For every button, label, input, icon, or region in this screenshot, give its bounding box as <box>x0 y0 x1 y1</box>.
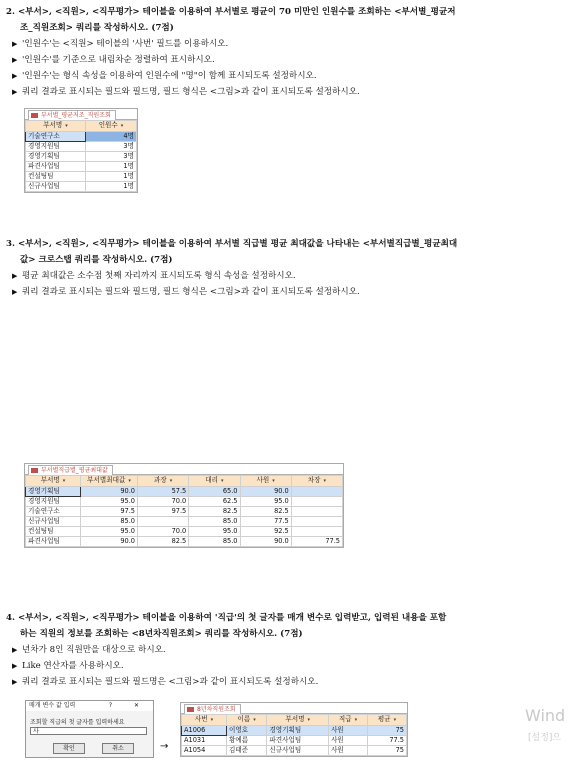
table-cell[interactable] <box>291 527 342 537</box>
header-row <box>26 121 137 132</box>
header-label: 부서명 <box>285 715 305 723</box>
table-cell[interactable]: 신규사업팀 <box>26 517 81 527</box>
cancel-button[interactable]: 취소 <box>102 743 134 754</box>
table-cell[interactable]: 85.0 <box>189 537 240 547</box>
column-header[interactable] <box>227 715 267 726</box>
dropdown-icon[interactable]: ▾ <box>272 478 275 484</box>
table-cell[interactable]: 파견사업팀 <box>267 736 329 746</box>
question-3-bullet-1: ▶ 평균 최대값은 소수점 첫째 자리까지 표시되도록 형식 속성을 설정하시오. <box>6 268 566 284</box>
dropdown-icon[interactable]: ▾ <box>253 717 256 723</box>
table-cell[interactable]: 파견사업팀 <box>26 162 86 172</box>
question-4-bullet-2: ▶ Like 연산자를 사용하시오. <box>6 658 566 674</box>
table-cell[interactable]: 1명 <box>86 162 137 172</box>
dropdown-icon[interactable]: ▾ <box>307 717 311 723</box>
table-cell[interactable]: 90.0 <box>81 487 138 497</box>
dialog-controls[interactable]: ? ✕ <box>108 702 149 709</box>
table-row[interactable] <box>26 132 137 142</box>
dropdown-icon[interactable]: ▾ <box>393 717 397 723</box>
q2-tab-bar <box>25 109 137 120</box>
header-label: 직급 <box>338 715 352 723</box>
table-cell[interactable]: 1명 <box>86 182 137 192</box>
table-cell[interactable]: 기술연구소 <box>26 132 86 142</box>
dialog-title: 매개 변수 값 입력 <box>29 702 76 709</box>
q2-table <box>25 120 137 192</box>
column-header[interactable] <box>138 476 189 487</box>
header-label: 부서명 <box>43 121 63 129</box>
table-cell[interactable]: 황예름 <box>227 736 267 746</box>
column-header[interactable] <box>81 476 138 487</box>
table-cell[interactable]: 4명 <box>86 132 137 142</box>
arrow-icon: → <box>160 741 169 752</box>
table-row[interactable] <box>26 162 137 172</box>
question-4-heading-line1: 4. <부서>, <직원>, <직무평가> 테이블을 이용하여 '직급'의 첫 글자를 매개 변수로 입력받고, 입력된 내용을 포함 <box>6 613 447 623</box>
dropdown-icon[interactable]: ▾ <box>62 478 66 484</box>
dialog-prompt: 조회할 직급의 첫 글자를 입력하세요 <box>30 719 125 726</box>
table-cell[interactable]: 신규사업팀 <box>267 746 329 756</box>
question-4-bullet-3: ▶ 쿼리 결과로 표시되는 필드와 필드명은 <그림>과 같이 표시되도록 설정하시오. <box>6 674 566 690</box>
table-row[interactable] <box>182 736 407 746</box>
q2-query-tab[interactable] <box>28 110 116 120</box>
q4-tab-bar <box>181 703 407 714</box>
ok-button[interactable]: 확인 <box>53 743 85 754</box>
header-label: 과장 <box>153 476 167 484</box>
question-2 <box>6 4 566 100</box>
table-cell[interactable]: 70.0 <box>138 497 189 507</box>
header-label: 이름 <box>237 715 251 723</box>
q4-tab-label: 8년차직원조회 <box>197 706 236 713</box>
table-cell[interactable]: 75 <box>368 746 407 756</box>
table-cell[interactable]: 77.5 <box>368 736 407 746</box>
table-cell[interactable]: A1054 <box>182 746 227 756</box>
column-header[interactable] <box>182 715 227 726</box>
table-cell[interactable]: 김태준 <box>227 746 267 756</box>
table-cell[interactable]: 92.5 <box>240 527 291 537</box>
table-cell[interactable]: 경영기획팀 <box>26 152 86 162</box>
table-cell[interactable]: 3명 <box>86 142 137 152</box>
header-label: 사원 <box>256 476 270 484</box>
dropdown-icon[interactable]: ▾ <box>120 123 124 129</box>
question-2-bullet-2: ▶ '인원수'를 기준으로 내림차순 정렬하여 표시하시오. <box>6 52 566 68</box>
column-header[interactable] <box>240 476 291 487</box>
windows-watermark-line1: Wind <box>525 706 566 725</box>
table-cell[interactable]: 컨설팅팀 <box>26 172 86 182</box>
table-cell[interactable]: 95.0 <box>81 497 138 507</box>
column-header[interactable] <box>291 476 342 487</box>
question-3-bullet-2: ▶ 쿼리 결과로 표시되는 필드와 필드명, 필드 형식은 <그림>과 같이 표시되도록 설정하시오. <box>6 284 566 300</box>
dropdown-icon[interactable]: ▾ <box>323 478 326 484</box>
table-cell[interactable]: 65.0 <box>189 487 240 497</box>
table-cell[interactable]: 95.0 <box>189 527 240 537</box>
header-label: 부서별최대값 <box>87 476 126 484</box>
q4-query-tab[interactable] <box>184 704 241 714</box>
q3-query-tab[interactable] <box>28 465 113 475</box>
query-icon <box>31 468 38 473</box>
column-header[interactable] <box>26 476 81 487</box>
table-cell[interactable] <box>291 497 342 507</box>
table-cell[interactable]: 경영지원팀 <box>26 497 81 507</box>
column-header[interactable] <box>86 121 137 132</box>
table-cell[interactable]: 기술연구소 <box>26 507 81 517</box>
table-cell[interactable]: 77.5 <box>291 537 342 547</box>
table-row[interactable] <box>26 527 343 537</box>
table-cell[interactable]: 75 <box>368 726 407 736</box>
query-icon <box>187 707 194 712</box>
table-cell[interactable]: 파견사업팀 <box>26 537 81 547</box>
table-cell[interactable]: 사원 <box>329 746 368 756</box>
table-cell[interactable]: 90.0 <box>81 537 138 547</box>
table-cell[interactable]: 97.5 <box>81 507 138 517</box>
table-cell[interactable]: 82.5 <box>189 507 240 517</box>
header-label: 차장 <box>307 476 321 484</box>
table-cell[interactable] <box>291 487 342 497</box>
dropdown-icon[interactable]: ▾ <box>65 123 68 129</box>
header-label: 부서명 <box>40 476 60 484</box>
table-row[interactable] <box>26 142 137 152</box>
question-4-heading-line2: 하는 직원의 정보를 조회하는 <8년차직원조회> 쿼리를 작성하시오. (7점) <box>20 629 303 639</box>
table-cell[interactable]: 사원 <box>329 726 368 736</box>
header-label: 사번 <box>194 715 208 723</box>
table-cell[interactable]: 97.5 <box>138 507 189 517</box>
table-cell[interactable]: 이영호 <box>227 726 267 736</box>
question-3 <box>6 236 566 300</box>
table-cell[interactable]: 70.0 <box>138 527 189 537</box>
table-cell[interactable]: 신규사업팀 <box>26 182 86 192</box>
query-icon <box>31 113 38 118</box>
table-cell[interactable]: 85.0 <box>81 517 138 527</box>
dropdown-icon[interactable]: ▾ <box>210 717 214 723</box>
table-cell[interactable]: A1006 <box>182 726 227 736</box>
column-header[interactable] <box>368 715 407 726</box>
q3-tab-bar <box>25 464 343 475</box>
table-row[interactable] <box>182 726 407 736</box>
table-cell[interactable]: 경영기획팀 <box>26 487 81 497</box>
question-2-bullet-1: ▶ '인원수'는 <직원> 테이블의 '사번' 필드를 이용하시오. <box>6 36 566 52</box>
column-header[interactable] <box>26 121 86 132</box>
dropdown-icon[interactable]: ▾ <box>169 478 173 484</box>
question-3-heading-line1: 3. <부서>, <직원>, <직무평가> 테이블을 이용하여 부서별 직급별 평균 최대값을 나타내는 <부서별직급별_평균최대 <box>6 239 458 249</box>
table-cell[interactable]: 82.5 <box>138 537 189 547</box>
q3-tab-label: 부서별직급별_평균최대값 <box>41 467 108 474</box>
dropdown-icon[interactable]: ▾ <box>220 478 224 484</box>
question-2-bullet-3: ▶ '인원수'는 형식 속성을 이용하여 인원수에 "명"이 함께 표시되도록 설정하시오. <box>6 68 566 84</box>
column-header[interactable] <box>267 715 329 726</box>
header-label: 대리 <box>205 476 218 484</box>
windows-watermark-line2: [설정]으 <box>528 733 562 743</box>
q3-datasheet <box>24 463 344 548</box>
table-row[interactable] <box>26 507 343 517</box>
parameter-dialog <box>25 700 154 758</box>
table-row[interactable] <box>26 172 137 182</box>
question-2-heading-line1: 2. <부서>, <직원>, <직무평가> 테이블을 이용하여 부서별로 평균이 70 미만인 인원수를 조회하는 <부서별_평균저 <box>6 7 456 17</box>
table-cell[interactable]: 1명 <box>86 172 137 182</box>
table-cell[interactable]: 95.0 <box>81 527 138 537</box>
table-cell[interactable]: 컨설팅팀 <box>26 527 81 537</box>
table-row[interactable] <box>182 746 407 756</box>
question-4-bullet-1: ▶ 년차가 8인 직원만을 대상으로 하시오. <box>6 642 566 658</box>
table-cell[interactable]: 90.0 <box>240 537 291 547</box>
header-label: 인원수 <box>98 121 118 129</box>
table-cell[interactable]: 57.5 <box>138 487 189 497</box>
table-cell[interactable]: 77.5 <box>240 517 291 527</box>
header-row <box>26 476 343 487</box>
q2-tab-label: 부서별_평균저조_직원조회 <box>41 112 111 119</box>
question-2-heading-line2: 조_직원조회> 쿼리를 작성하시오. (7점) <box>20 23 174 33</box>
table-cell[interactable] <box>291 507 342 517</box>
header-label: 평균 <box>377 715 391 723</box>
q3-table <box>25 475 343 547</box>
question-3-heading-line2: 값> 크로스탭 쿼리를 작성하시오. (7점) <box>20 255 173 265</box>
table-cell[interactable]: 62.5 <box>189 497 240 507</box>
header-row <box>182 715 407 726</box>
table-cell[interactable]: 3명 <box>86 152 137 162</box>
table-row[interactable] <box>26 497 343 507</box>
question-2-bullet-4: ▶ 쿼리 결과로 표시되는 필드와 필드명, 필드 형식은 <그림>과 같이 표시되도록 설정하시오. <box>6 84 566 100</box>
column-header[interactable] <box>329 715 368 726</box>
column-header[interactable] <box>189 476 240 487</box>
table-cell[interactable]: 82.5 <box>240 507 291 517</box>
dropdown-icon[interactable]: ▾ <box>354 717 358 723</box>
table-cell[interactable]: 90.0 <box>240 487 291 497</box>
table-row[interactable] <box>26 517 343 527</box>
dropdown-icon[interactable]: ▾ <box>128 478 131 484</box>
table-cell[interactable]: 95.0 <box>240 497 291 507</box>
q4-datasheet <box>180 702 408 757</box>
q2-datasheet <box>24 108 138 193</box>
table-row[interactable] <box>26 537 343 547</box>
question-4 <box>6 610 566 690</box>
table-cell[interactable]: 사원 <box>329 736 368 746</box>
table-cell[interactable] <box>291 517 342 527</box>
table-row[interactable] <box>26 182 137 192</box>
table-row[interactable] <box>26 487 343 497</box>
q4-table <box>181 714 407 756</box>
parameter-input[interactable]: 사 <box>30 727 147 735</box>
dialog-titlebar <box>26 701 153 711</box>
table-cell[interactable]: 경영기획팀 <box>267 726 329 736</box>
table-cell[interactable]: A1031 <box>182 736 227 746</box>
table-cell[interactable]: 85.0 <box>189 517 240 527</box>
table-cell[interactable]: 경영지원팀 <box>26 142 86 152</box>
table-row[interactable] <box>26 152 137 162</box>
table-cell[interactable] <box>138 517 189 527</box>
